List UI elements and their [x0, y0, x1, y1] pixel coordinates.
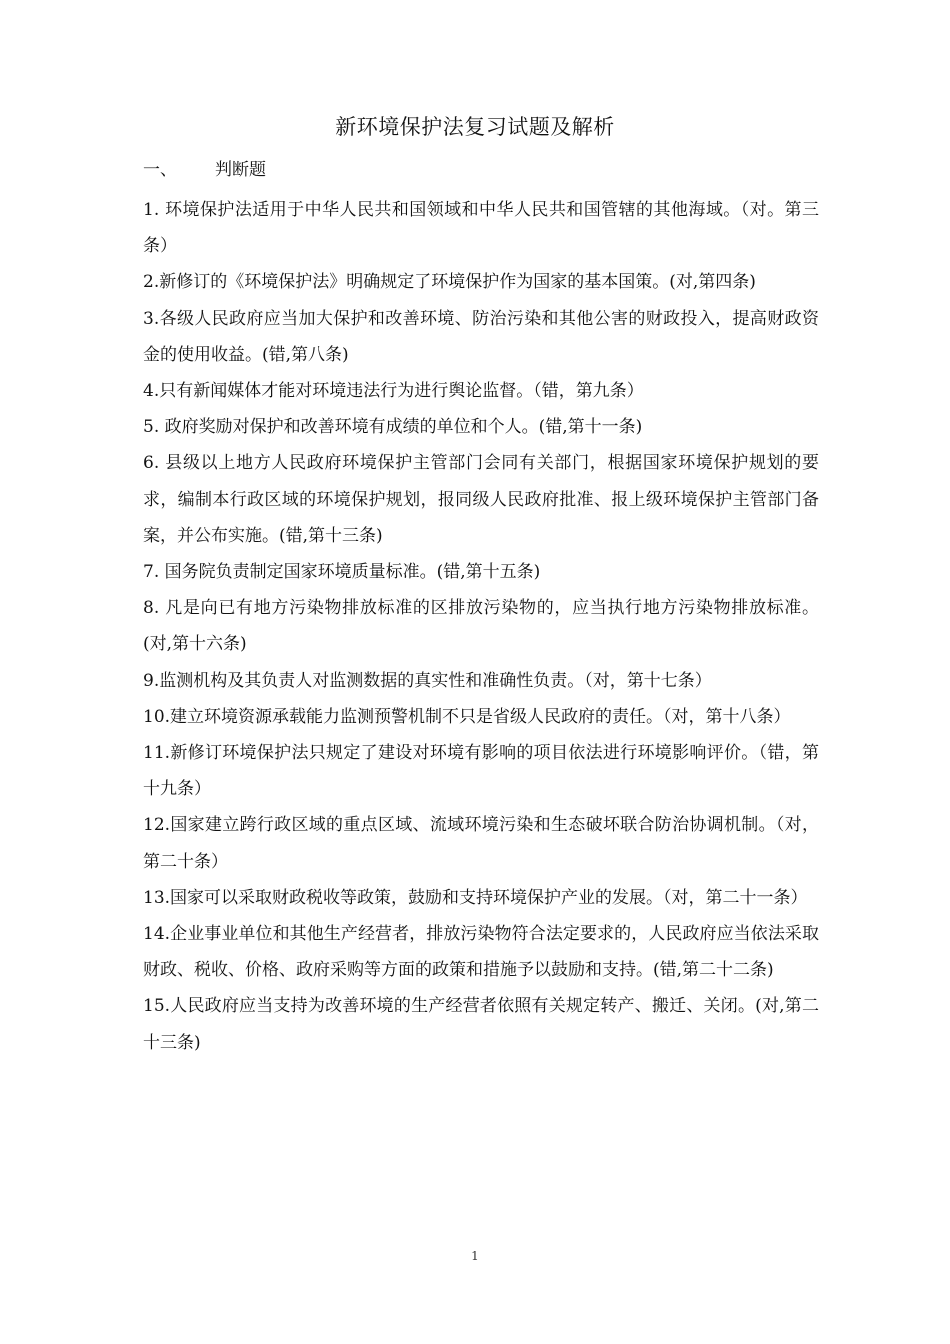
- question-item: 8. 凡是向已有地方污染物排放标准的区排放污染物的，应当执行地方污染物排放标准。(对,第十六条): [143, 598, 819, 655]
- question-item: 15.人民政府应当支持为改善环境的生产经营者依照有关规定转产、搬迁、关闭。(对,第二十三条): [143, 996, 819, 1053]
- question-item: 1. 环境保护法适用于中华人民共和国领域和中华人民共和国管辖的其他海域。（对。第三条）: [143, 200, 819, 257]
- question-item: 7. 国务院负责制定国家环境质量标准。(错,第十五条): [143, 562, 541, 583]
- question-item: 11.新修订环境保护法只规定了建设对环境有影响的项目依法进行环境影响评价。（错，第十九条）: [143, 743, 819, 800]
- question-item: 12.国家建立跨行政区域的重点区域、流域环境污染和生态破坏联合防治协调机制。（对，第二十条）: [143, 815, 819, 872]
- question-item: 5. 政府奖励对保护和改善环境有成绩的单位和个人。(错,第十一条): [143, 417, 643, 438]
- question-item: 2.新修订的《环境保护法》明确规定了环境保护作为国家的基本国策。(对,第四条): [143, 272, 756, 293]
- section-name: 判断题: [215, 160, 266, 180]
- question-item: 13.国家可以采取财政税收等政策，鼓励和支持环境保护产业的发展。（对，第二十一条）: [143, 887, 808, 908]
- page-number: 1: [471, 1249, 479, 1263]
- question-item: 9.监测机构及其负责人对监测数据的真实性和准确性负责。（对，第十七条）: [143, 670, 712, 691]
- question-item: 6. 县级以上地方人民政府环境保护主管部门会同有关部门，根据国家环境保护规划的要求，编制本行政区域的环境保护规划，报同级人民政府批准、报上级环境保护主管部门备案，并公布实施。(错,第十三条): [143, 453, 819, 546]
- question-item: 14.企业事业单位和其他生产经营者，排放污染物符合法定要求的，人民政府应当依法采取财政、税收、价格、政府采购等方面的政策和措施予以鼓励和支持。(错,第二十二条): [143, 924, 819, 981]
- question-item: 10.建立环境资源承载能力监测预警机制不只是省级人民政府的责任。（对，第十八条）: [143, 706, 791, 727]
- question-list: [143, 192, 819, 1061]
- document-title: 新环境保护法复习试题及解析: [335, 115, 615, 139]
- question-item: 4.只有新闻媒体才能对环境违法行为进行舆论监督。（错，第九条）: [143, 381, 644, 402]
- section-number: 一、: [143, 160, 177, 180]
- question-item: 3.各级人民政府应当加大保护和改善环境、防治污染和其他公害的财政投入，提高财政资金的使用收益。(错,第八条): [143, 308, 819, 365]
- section-heading: [143, 155, 823, 185]
